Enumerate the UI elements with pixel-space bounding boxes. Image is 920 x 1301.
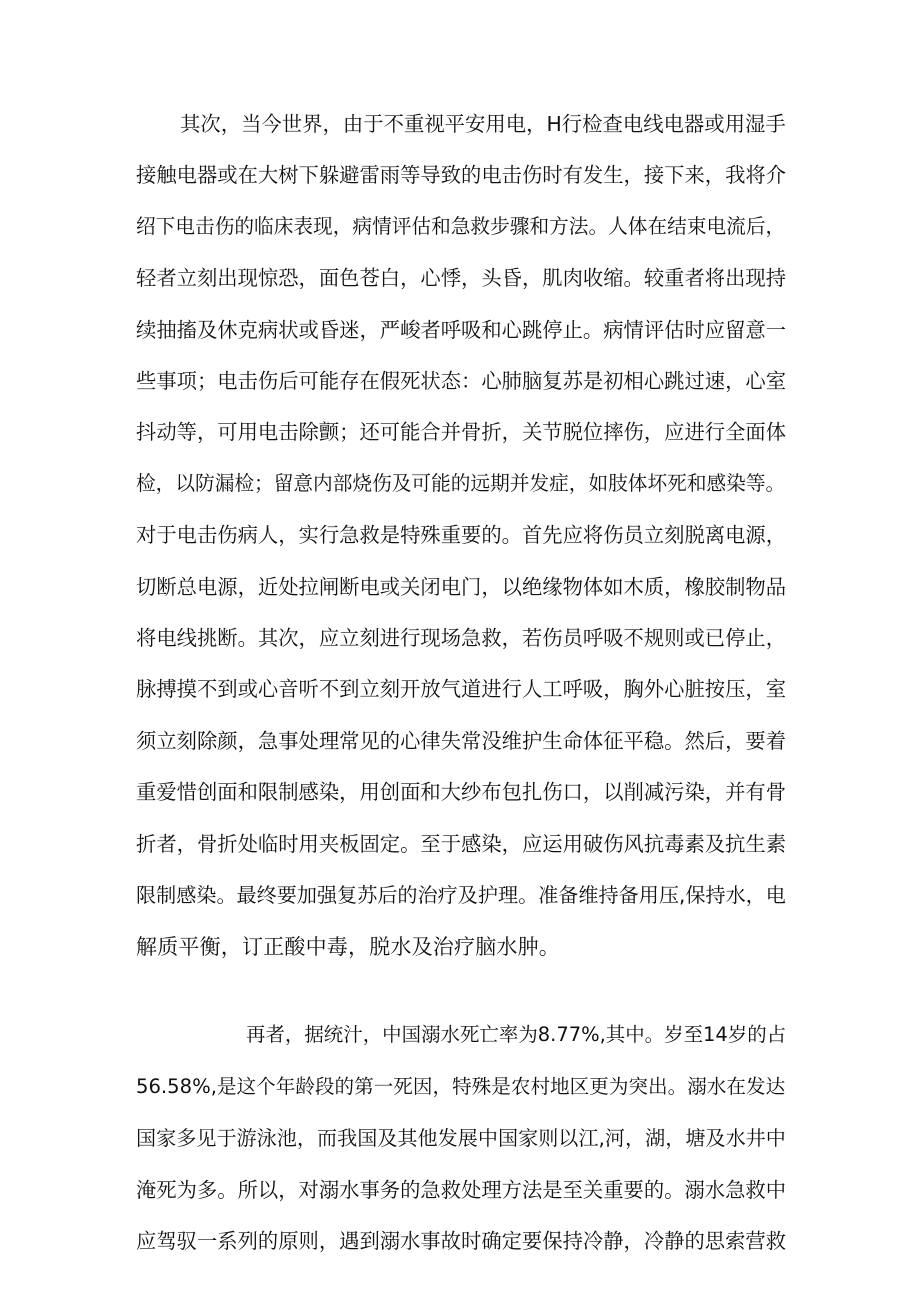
text-line: 抖动等，可用电击除颤；还可能合并骨折，关节脱位摔伤，应进行全面体 (136, 420, 787, 444)
text-line: 须立刻除颜，急事处理常见的心律失常没维护生命体征平稳。然后，要着 (136, 729, 787, 753)
text-line: 国家多见于游泳池，而我国及其他发展中国家则以江,河，湖，塘及水井中 (136, 1126, 786, 1150)
text-line: 应驾驭一系列的原则，遇到溺水事故时确定要保持冷静，冷静的思索营救 (136, 1229, 787, 1253)
text-line: 重爱惜创面和限制感染，用创面和大纱布包扎伤口，以削减污染，并有骨 (136, 780, 787, 804)
text-line: 淹死为多。所以，对溺水事务的急救处理方法是至关重要的。溺水急救中 (136, 1178, 787, 1202)
text-line: 再者，据统汁，中国溺水死亡率为8.77%,其中。岁至14岁的占 (246, 1023, 787, 1046)
text-line: 轻者立刻出现惊恐，面色苍白，心悸，头昏，肌肉收缩。较重者将出现持 (136, 266, 787, 290)
text-line: 些事项；电击伤后可能存在假死状态：心肺脑复苏是初相心跳过速，心室 (136, 369, 787, 393)
text-line: 检，以防漏检；留意内部烧伤及可能的远期并发症，如肢体坏死和感染等。 (136, 472, 786, 495)
text-line: 绍下电击伤的临床表现，病情评估和急救步骤和方法。人体在结束电流后， (136, 215, 786, 238)
text-line: 接触电器或在大树下躲避雷雨等导致的电击伤时有发生，接下来，我将介 (136, 163, 787, 187)
text-line: 脉搏摸不到或心音听不到立刻开放气道进行人工呼吸，胸外心脏按压，室 (136, 677, 787, 701)
text-line: 限制感染。最终要加强复苏后的治疗及护理。准备维持备用压,保持水，电 (136, 883, 786, 907)
text-line: 续抽搐及休克病状或昏迷，严峻者呼吸和心跳停止。病情评估时应留意一 (136, 318, 787, 342)
text-line: 对于电击伤病人，实行急救是特殊重要的。首先应将伤员立刻脱离电源， (136, 523, 787, 547)
text-line: 解质平衡，订正酸中毒，脱水及治疗脑水肿。 (136, 935, 560, 959)
text-line: 其次，当今世界，由于不重视平安用电，H行检查电线电器或用湿手 (180, 112, 786, 136)
text-line: 56.58%,是这个年龄段的第一死因，特殊是农村地区更为突出。溺水在发达 (136, 1075, 786, 1098)
text-line: 将电线挑断。其次，应立刻进行现场急救，若伤员呼吸不规则或已停止， (136, 626, 787, 650)
text-line: 切断总电源，近处拉闸断电或关闭电门，以绝缘物体如木质，橡胶制物品 (136, 575, 787, 599)
text-line: 折者，骨折处临时用夹板固定。至于感染，应运用破伤风抗毒素及抗生素 (136, 832, 787, 856)
